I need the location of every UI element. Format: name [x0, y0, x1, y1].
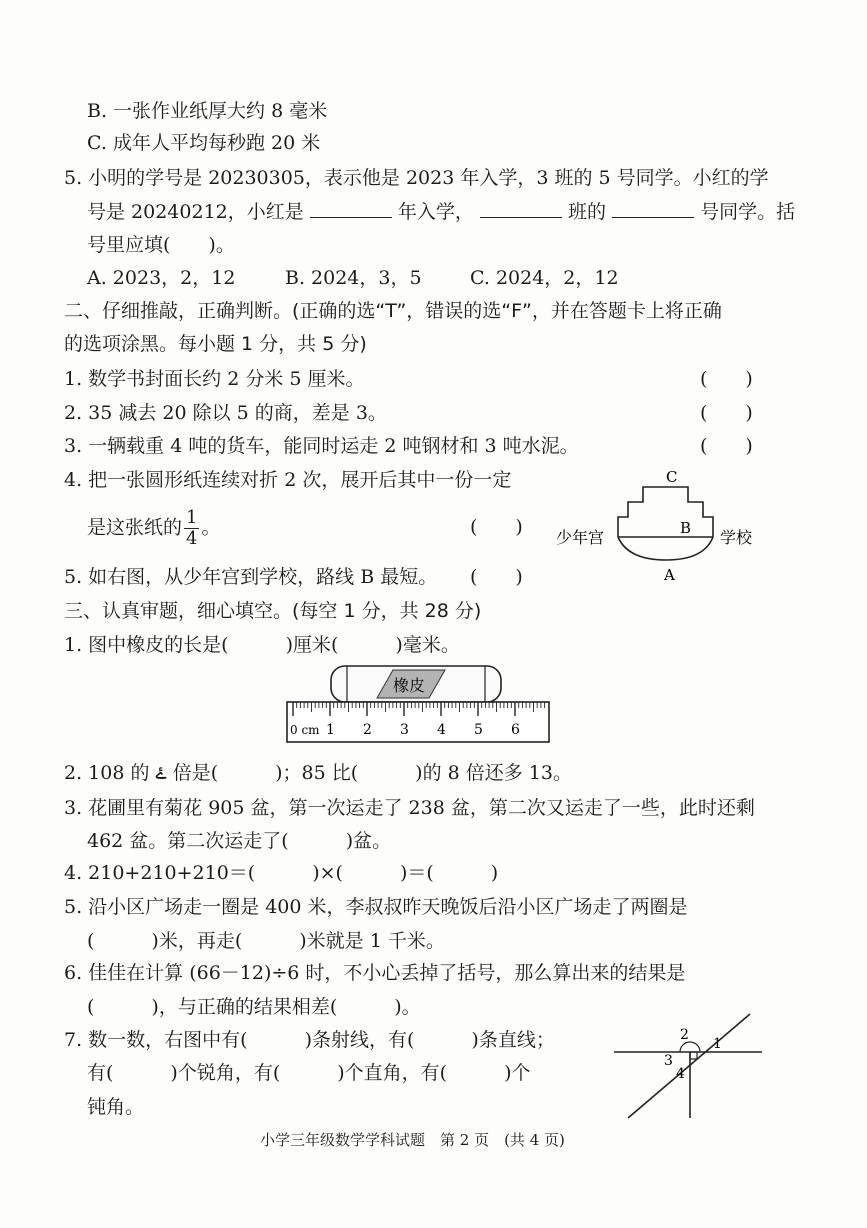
q5-line2	[87, 199, 795, 225]
section2-title-cont: 的选项涂黑。每小题 1 分，共 5 分)	[64, 333, 367, 355]
route-label-start: 少年宫	[556, 528, 605, 547]
q5-line2-c: 班的	[567, 201, 606, 223]
s2-q5: 5. 如右图，从少年宫到学校，路线 B 最短。	[64, 566, 438, 588]
s3-q5-cont: ( )米，再走( )米就是 1 千米。	[87, 930, 445, 952]
ruler-diagram	[283, 662, 553, 746]
ruler-zero-label: 0 cm	[290, 723, 320, 737]
q5-line2-d: 号同学。括	[700, 201, 796, 223]
answer-paren: ( )	[700, 435, 753, 457]
q4-option-b: B. 一张作业纸厚大约 8 毫米	[87, 100, 328, 122]
answer-paren: ( )	[700, 368, 753, 390]
s2-q4: 4. 把一张圆形纸连续对折 2 次，展开后其中一份一定	[64, 469, 512, 491]
route-diagram	[548, 462, 763, 587]
s3-q3: 3. 花圃里有菊花 905 盆，第一次运走了 238 盆，第二次又运走了一些，此时还剩	[64, 797, 755, 819]
s3-q6-cont: ( )，与正确的结果相差( )。	[87, 996, 421, 1018]
s3-q3-cont: 462 盆。第二次运走了( )盆。	[87, 830, 392, 852]
s3-q7-cont: 有( )个锐角，有( )个直角，有( )个	[87, 1062, 531, 1084]
section3-title: 三、认真审题，细心填空。(每空 1 分，共 28 分)	[64, 600, 482, 622]
route-label-end: 学校	[720, 528, 753, 547]
route-label-b: B	[680, 519, 692, 537]
s2-q2: 2. 35 减去 20 除以 5 的商，差是 3。	[64, 402, 387, 424]
fraction-numerator: 1	[186, 507, 198, 528]
s3-q7-cont2: 钝角。	[87, 1096, 145, 1118]
angle-label-3: 3	[664, 1053, 673, 1069]
s3-q2: 2. 108 的 ۓ 倍是( )；85 比( )的 8 倍还多 13。	[64, 762, 572, 784]
answer-blank	[310, 199, 392, 218]
s2-q1: 1. 数学书封面长约 2 分米 5 厘米。	[64, 368, 365, 390]
route-c-path	[618, 487, 713, 537]
route-label-c: C	[666, 468, 678, 486]
ruler-tick-label: 2	[363, 722, 372, 738]
q5-option-b: B. 2024，3，5	[285, 267, 422, 289]
q5-option-c: C. 2024，2，12	[470, 267, 619, 289]
q5-line1: 5. 小明的学号是 20230305，表示他是 2023 年入学，3 班的 5 号同学。小红的学	[64, 167, 769, 189]
s2-q4-text: 是这张纸的	[87, 516, 183, 539]
angle-label-1: 1	[713, 1036, 722, 1052]
answer-paren: ( )	[470, 566, 523, 588]
ruler-tick-label: 5	[474, 722, 483, 738]
line-diagonal	[628, 1014, 750, 1118]
answer-blank	[480, 199, 562, 218]
fraction-denominator: 4	[186, 528, 198, 549]
angle-label-4: 4	[676, 1066, 685, 1082]
s3-q1: 1. 图中橡皮的长是( )厘米( )毫米。	[64, 634, 460, 656]
route-a-path	[618, 537, 713, 560]
s3-q4: 4. 210+210+210＝( )×( )＝( )	[64, 862, 499, 884]
section2-title: 二、仔细推敲，正确判断。(正确的选“T”，错误的选“F”，并在答题卡上将正确	[64, 300, 722, 322]
q5-option-a: A. 2023，2，12	[87, 267, 236, 289]
angle-diagram	[610, 1010, 765, 1122]
q5-line2-b: 年入学，	[397, 201, 474, 223]
page-footer: 小学三年级数学学科试题 第 2 页 (共 4 页)	[260, 1131, 565, 1149]
ruler-tick-label: 3	[400, 722, 409, 738]
answer-blank	[612, 199, 694, 218]
q5-line3: 号里应填( )。	[87, 234, 235, 256]
fraction	[184, 508, 199, 549]
answer-paren: ( )	[700, 402, 753, 424]
ruler-tick-label: 6	[511, 722, 520, 738]
s2-q4-end: 。	[201, 516, 221, 539]
angle-label-2: 2	[680, 1027, 689, 1043]
s2-q3: 3. 一辆载重 4 吨的货车，能同时运走 2 吨钢材和 3 吨水泥。	[64, 435, 579, 457]
s2-q4-cont	[87, 508, 220, 549]
right-angle-mark	[690, 1052, 697, 1059]
s3-q6: 6. 佳佳在计算 (66－12)÷6 时，不小心丢掉了括号，那么算出来的结果是	[64, 962, 686, 984]
s3-q7: 7. 数一数，右图中有( )条射线，有( )条直线；	[64, 1029, 555, 1051]
ruler-tick-label: 4	[437, 722, 446, 738]
s3-q5: 5. 沿小区广场走一圈是 400 米，李叔叔昨天晚饭后沿小区广场走了两圈是	[64, 896, 688, 918]
answer-paren: ( )	[470, 516, 523, 538]
route-label-a: A	[664, 566, 675, 584]
q4-option-c: C. 成年人平均每秒跑 20 米	[87, 132, 321, 154]
q5-line2-a: 号是 20240212，小红是	[87, 201, 304, 223]
ruler-tick-label: 1	[326, 722, 335, 738]
eraser-label: 橡皮	[393, 676, 426, 695]
angle-arc	[680, 1042, 700, 1052]
